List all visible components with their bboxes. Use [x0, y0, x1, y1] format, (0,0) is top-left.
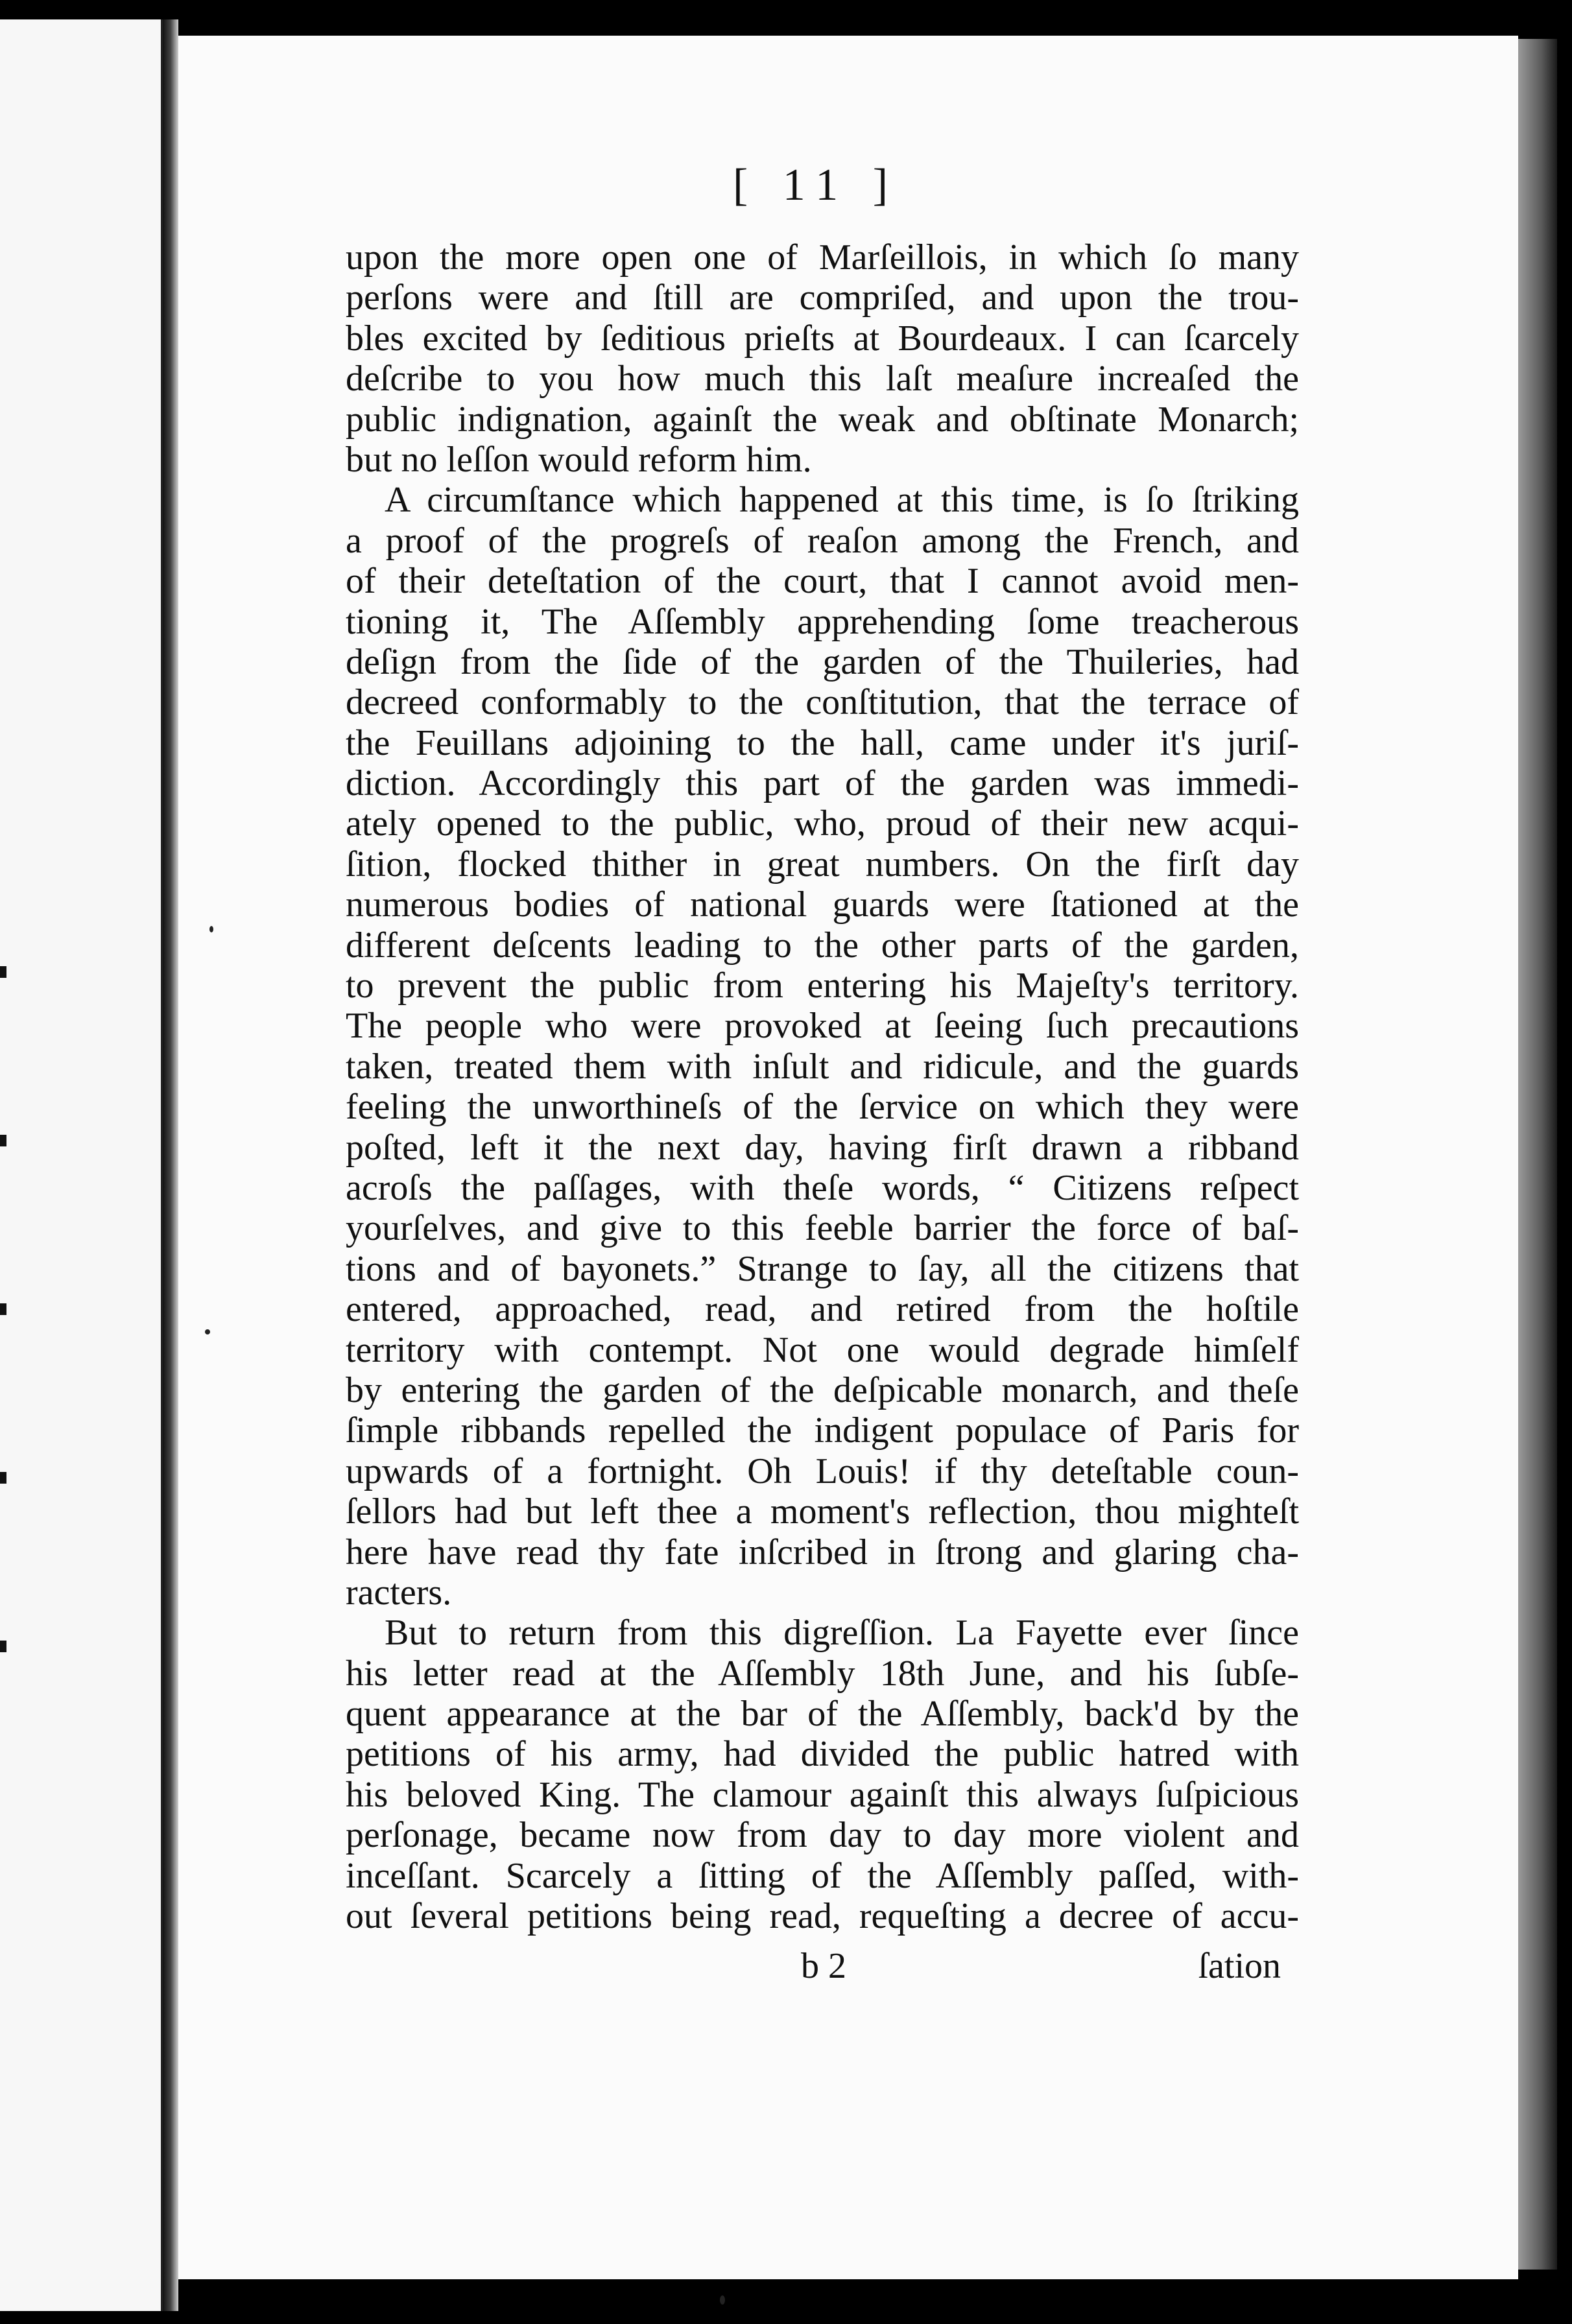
text-line: quent appearance at the bar of the Aſſembly, back'd by the: [346, 1694, 1299, 1735]
text-line: feeling the unworthineſs of the ſervice on which they were: [346, 1087, 1299, 1128]
text-line: of their deteſtation of the court, that I cannot avoid men-: [346, 561, 1299, 602]
text-line: his letter read at the Aſſembly 18th June, and his ſubſe-: [346, 1653, 1299, 1694]
text-line: petitions of his army, had divided the public hatred with: [346, 1734, 1299, 1775]
page-number-header: [ 11 ]: [733, 160, 900, 210]
text-line: by entering the garden of the deſpicable monarch, and theſe: [346, 1370, 1299, 1410]
facing-page-edge: [0, 19, 163, 2311]
text-line: tioning it, The Aſſembly apprehending ſome treacherous: [346, 601, 1299, 642]
text-line: acroſs the paſſages, with theſe words, “ Citizens reſpect: [346, 1167, 1299, 1208]
scan-top-border: [0, 0, 1572, 39]
text-line: perſons were and ſtill are compriſed, and upon the trou-: [346, 278, 1299, 318]
text-line: the Feuillans adjoining to the hall, came under it's juriſ-: [346, 722, 1299, 763]
text-line: ately opened to the public, who, proud of their new acqui-: [346, 803, 1299, 844]
page-fore-edge: [1518, 39, 1557, 2270]
text-line: upwards of a fortnight. Oh Louis! if thy deteſtable coun-: [346, 1451, 1299, 1491]
text-line: but no leſſon would reform him.: [346, 439, 812, 480]
margin-mark: [0, 1472, 6, 1484]
text-line: The people who were provoked at ſeeing ſuch precautions: [346, 1006, 1299, 1047]
text-line: different deſcents leading to the other parts of the garden,: [346, 925, 1299, 966]
text-line: But to return from this digreſſion. La Fayette ever ſince: [385, 1613, 1299, 1654]
text-line: perſonage, became now from day to day more violent and: [346, 1815, 1299, 1856]
text-line: territory with contempt. Not one would degrade himſelf: [346, 1329, 1299, 1370]
margin-mark: [0, 1135, 6, 1146]
text-line: taken, treated them with inſult and ridicule, and the guards: [346, 1046, 1299, 1087]
text-line: decreed conformably to the conſtitution, that the terrace of: [346, 682, 1299, 723]
text-line: out ſeveral petitions being read, requeſting a decree of accu-: [346, 1896, 1299, 1937]
text-line: bles excited by ſeditious prieſts at Bourdeaux. I can ſcarcely: [346, 318, 1299, 359]
text-line: ſellors had but left thee a moment's reflection, thou mighteſt: [346, 1491, 1299, 1532]
text-line: ſition, flocked thither in great numbers. On the firſt day: [346, 844, 1299, 884]
scan-speck: [205, 1329, 210, 1334]
margin-mark: [0, 966, 6, 978]
margin-mark: [0, 1303, 6, 1315]
text-line: a proof of the progreſs of reaſon among the French, and: [346, 520, 1299, 561]
text-line: A circumſtance which happened at this time, is ſo ſtriking: [385, 480, 1299, 521]
text-line: deſcribe to you how much this laſt meaſure increaſed the: [346, 359, 1299, 399]
text-line: diction. Accordingly this part of the garden was immedi-: [346, 763, 1299, 804]
scan-speck: [209, 926, 213, 932]
text-line: his beloved King. The clamour againſt this always ſuſpicious: [346, 1774, 1299, 1815]
book-gutter: [163, 19, 178, 2311]
scan-speck: [720, 2295, 725, 2305]
signature-mark: b 2: [801, 1946, 846, 1986]
text-line: ſimple ribbands repelled the indigent populace of Paris for: [346, 1410, 1299, 1451]
text-line: upon the more open one of Marſeillois, in which ſo many: [346, 237, 1299, 278]
text-line: entered, approached, read, and retired from the hoſtile: [346, 1289, 1299, 1330]
body-text: [346, 237, 1299, 1936]
text-line: yourſelves, and give to this feeble barrier the force of baſ-: [346, 1208, 1299, 1249]
text-line: here have read thy fate inſcribed in ſtrong and glaring cha-: [346, 1532, 1299, 1572]
text-line: to prevent the public from entering his Majeſty's territory.: [346, 966, 1299, 1006]
margin-mark: [0, 1641, 6, 1652]
text-line: poſted, left it the next day, having firſt drawn a ribband: [346, 1127, 1299, 1168]
text-line: tions and of bayonets.” Strange to ſay, all the citizens that: [346, 1248, 1299, 1289]
text-line: deſign from the ſide of the garden of the Thuileries, had: [346, 641, 1299, 682]
text-line: numerous bodies of national guards were ſtationed at the: [346, 884, 1299, 925]
text-line: public indignation, againſt the weak and obſtinate Monarch;: [346, 399, 1299, 440]
catchword: ſation: [1198, 1946, 1281, 1986]
text-line: racters.: [346, 1572, 452, 1613]
text-line: inceſſant. Scarcely a ſitting of the Aſſembly paſſed, with-: [346, 1855, 1299, 1896]
